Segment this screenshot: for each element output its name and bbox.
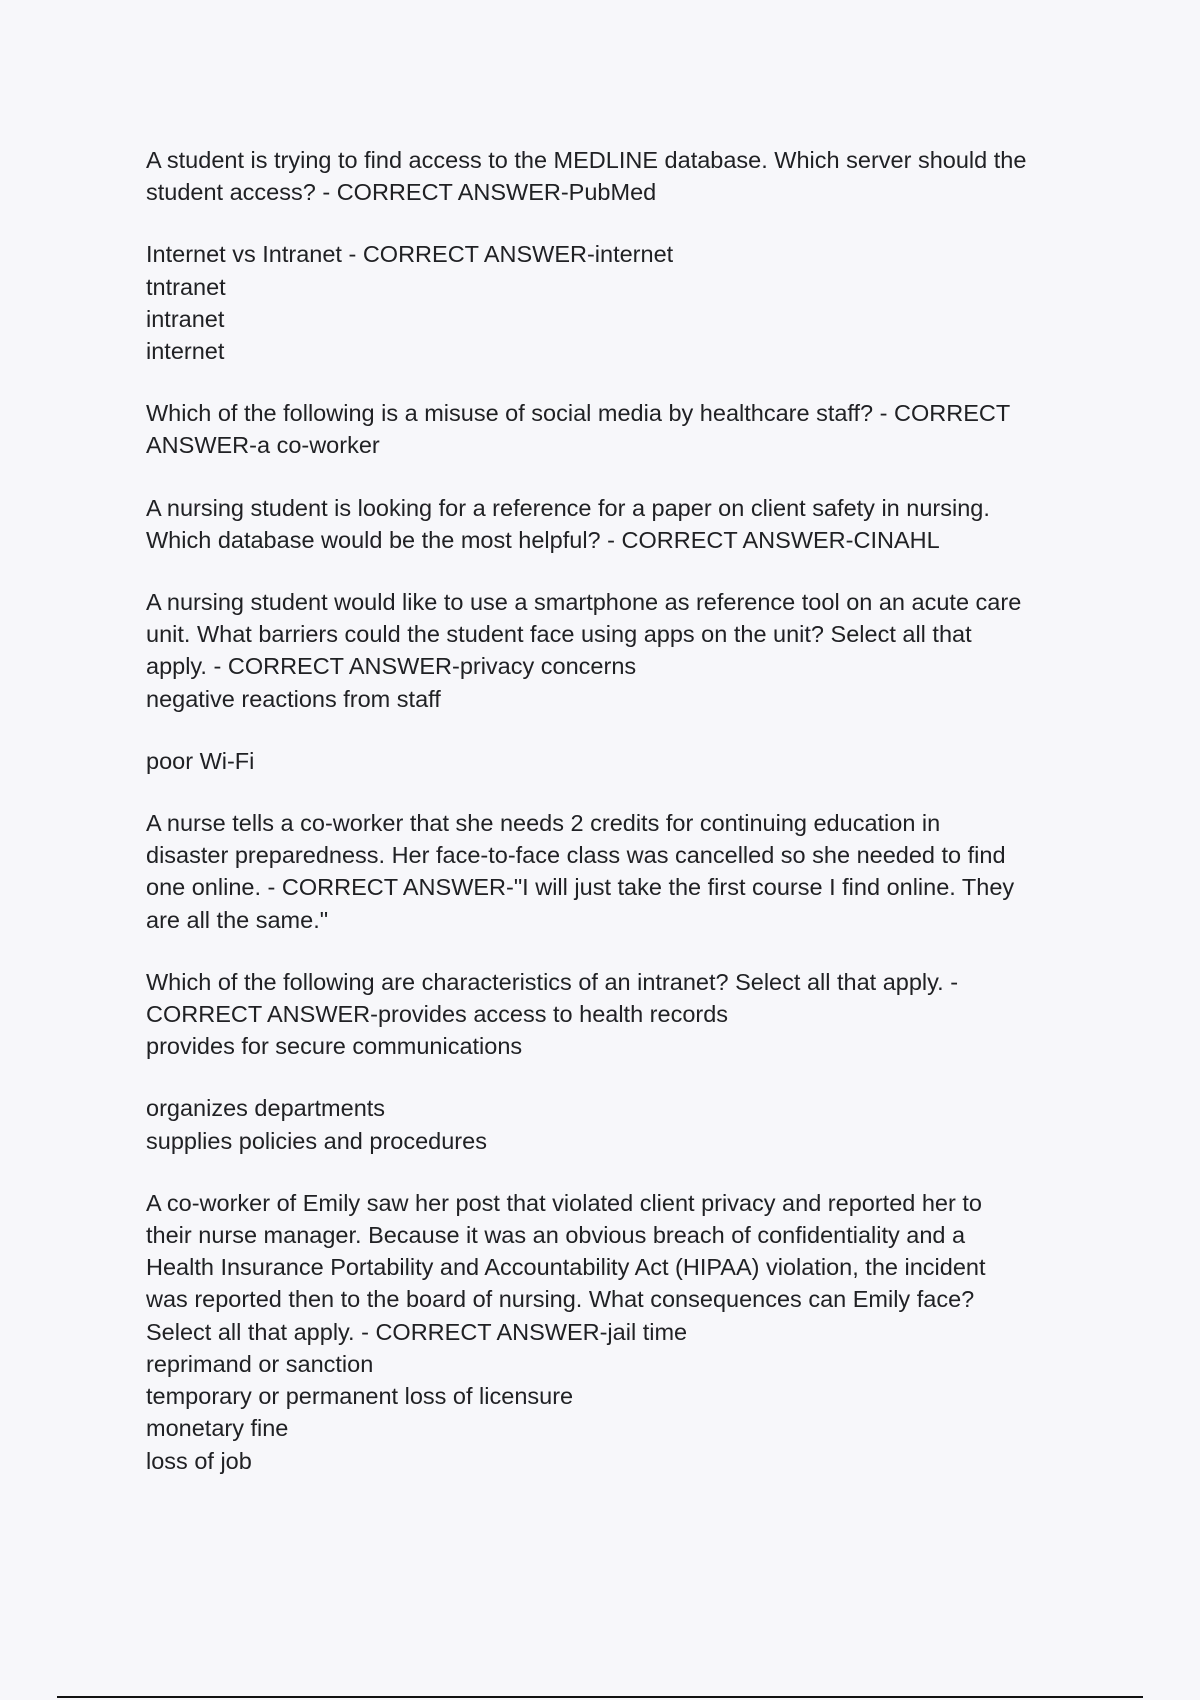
text-line: disaster preparedness. Her face-to-face class was cancelled so she needed to find (146, 842, 1006, 869)
text-line: one online. - CORRECT ANSWER-"I will just take the first course I find online. They (146, 874, 1015, 901)
text-line: apply. - CORRECT ANSWER-privacy concerns (146, 653, 637, 680)
text-line: A student is trying to find access to the MEDLINE database. Which server should the (146, 147, 1027, 173)
text-line: organizes departments (146, 1095, 386, 1122)
qa-block (146, 745, 1066, 777)
text-line: intranet (146, 305, 225, 332)
text-line: A co-worker of Emily saw her post that violated client privacy and reported her to (146, 1189, 982, 1216)
text-line: Which of the following are characteristics of an intranet? Select all that apply. - (146, 968, 959, 995)
text-line: A nursing student is looking for a reference for a paper on client safety in nursing. (146, 494, 990, 521)
qa-block (146, 966, 1066, 1063)
text-line: provides for secure communications (146, 1033, 523, 1060)
text-line: Health Insurance Portability and Accountability Act (HIPAA) violation, the incident (146, 1254, 986, 1281)
text-line: supplies policies and procedures (146, 1127, 487, 1154)
qa-block (146, 238, 1066, 367)
text-line: ANSWER-a co-worker (146, 432, 380, 459)
text-line: monetary fine (146, 1415, 289, 1442)
qa-block (146, 586, 1066, 715)
text-line: temporary or permanent loss of licensure (146, 1383, 574, 1410)
text-line: loss of job (146, 1447, 252, 1474)
text-line: Internet vs Intranet - CORRECT ANSWER-internet (146, 241, 674, 268)
text-line: internet (146, 338, 225, 365)
text-line: Which of the following is a misuse of social media by healthcare staff? - CORRECT (146, 400, 1011, 427)
text-line: negative reactions from staff (146, 685, 441, 712)
page-bottom-divider (57, 1696, 1143, 1698)
text-line: tntranet (146, 273, 226, 300)
qa-block (146, 1187, 1066, 1477)
text-line: CORRECT ANSWER-provides access to health records (146, 1001, 729, 1028)
qa-block (146, 397, 1066, 461)
qa-block (146, 144, 1066, 208)
qa-block (146, 1092, 1066, 1156)
text-line: A nurse tells a co-worker that she needs 2 credits for continuing education in (146, 810, 941, 837)
qa-block (146, 807, 1066, 936)
text-line: are all the same." (146, 906, 329, 933)
text-line: Which database would be the most helpful? - CORRECT ANSWER-CINAHL (146, 526, 940, 553)
qa-block (146, 492, 1066, 556)
text-line: A nursing student would like to use a smartphone as reference tool on an acute care (146, 589, 1022, 616)
document-body (146, 144, 1066, 1477)
text-line: was reported then to the board of nursing. What consequences can Emily face? (146, 1286, 975, 1313)
text-line: reprimand or sanction (146, 1350, 374, 1377)
text-line: Select all that apply. - CORRECT ANSWER-jail time (146, 1318, 688, 1345)
text-line: student access? - CORRECT ANSWER-PubMed (146, 179, 657, 206)
text-line: their nurse manager. Because it was an obvious breach of confidentiality and a (146, 1222, 966, 1249)
text-line: unit. What barriers could the student face using apps on the unit? Select all that (146, 621, 972, 648)
text-line: poor Wi-Fi (146, 747, 255, 774)
